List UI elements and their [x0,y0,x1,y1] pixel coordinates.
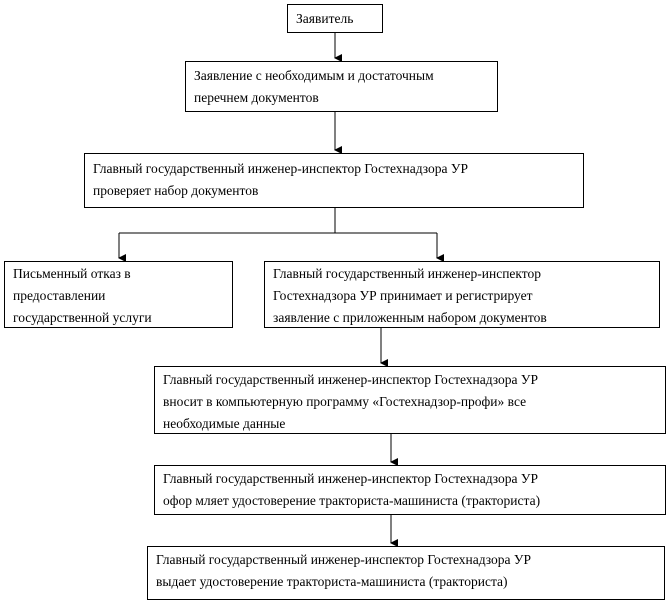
node-issue-prepare: Главный государственный инженер-инспектор Гостехнадзора УР офор мляет удостоверение тракториста-машиниста (тракториста) [154,465,666,515]
node-applicant: Заявитель [287,4,383,33]
node-register: Главный государственный инженер-инспектор Гостехнадзора УР принимает и регистрирует заявление с приложенным набором документов [264,261,660,328]
node-application: Заявление с необходимым и достаточным перечнем документов [185,61,498,112]
node-issue: Главный государственный инженер-инспектор Гостехнадзора УР выдает удостоверение тракториста-машиниста (тракториста) [147,546,665,600]
node-refusal: Письменный отказ в предоставлении государственной услуги [4,261,233,328]
node-check: Главный государственный инженер-инспектор Гостехнадзора УР проверяет набор документов [84,153,584,208]
node-enter-data: Главный государственный инженер-инспектор Гостехнадзора УР вносит в компьютерную программу «Гостехнадзор-профи» все необходимые данные [154,366,666,434]
